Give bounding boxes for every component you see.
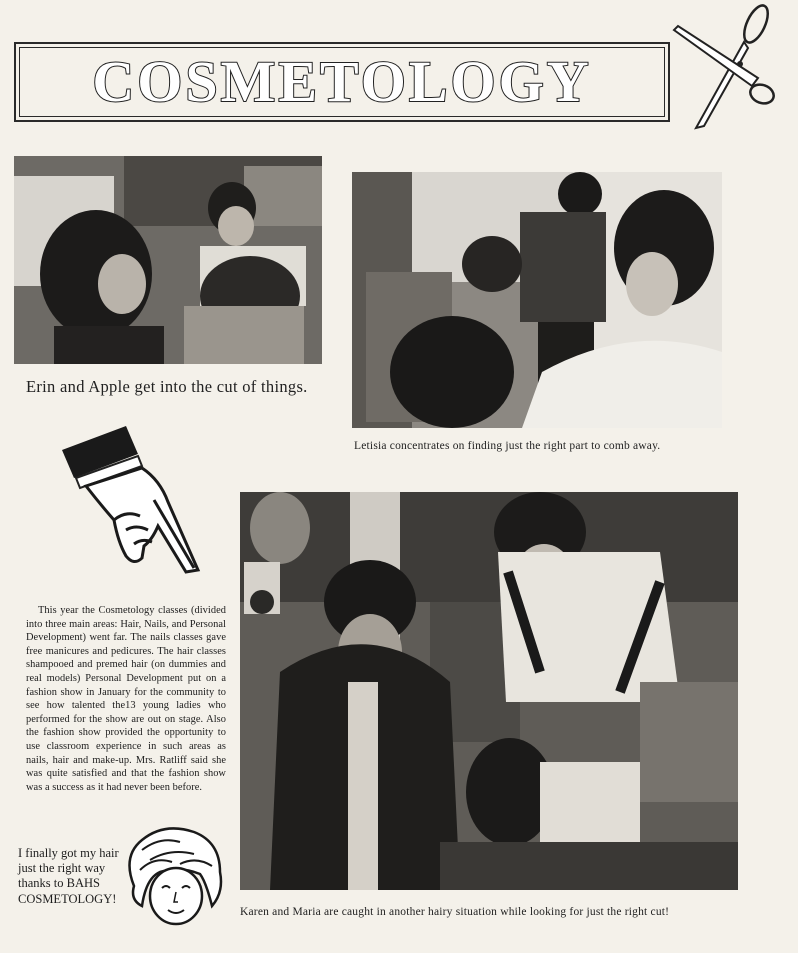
pointing-hand-icon [56, 420, 202, 576]
caption-erin-apple: Erin and Apple get into the cut of things. [26, 377, 308, 396]
page-title: COSMETOLOGY [92, 49, 592, 114]
title-banner [14, 42, 670, 122]
face-illustration-icon [120, 826, 226, 926]
caption-karen-maria: Karen and Maria are caught in another hairy situation while looking for just the right cut! [240, 906, 670, 918]
caption-letisia: Letisia concentrates on finding just the right part to comb away. [354, 440, 661, 452]
student-quote: I finally got my hair just the right way thanks to BAHS COSMETOLOGY! [18, 846, 119, 906]
photo-letisia [352, 172, 722, 428]
scissors-icon [668, 0, 790, 132]
photo-erin-apple [14, 156, 322, 364]
article-body: This year the Cosmetology classes (divided into three main areas: Hair, Nails, and Personal Development) went far. The nails classes gave free manicures and pedicures. The hair classes shampooed and premed hair (on dummies and real models) Personal Development put on a fashion show in January for the community to see how talented the13 young ladies who performed for the show are out on stage. Also the fashion show provided the opportunity to use classroom experience in such areas as nails, hair and make-up. Mrs. Ratliff said she was quite satisfied and that the fashion show was a success as it had never been before. [26, 605, 226, 793]
photo-karen-maria [240, 492, 738, 890]
